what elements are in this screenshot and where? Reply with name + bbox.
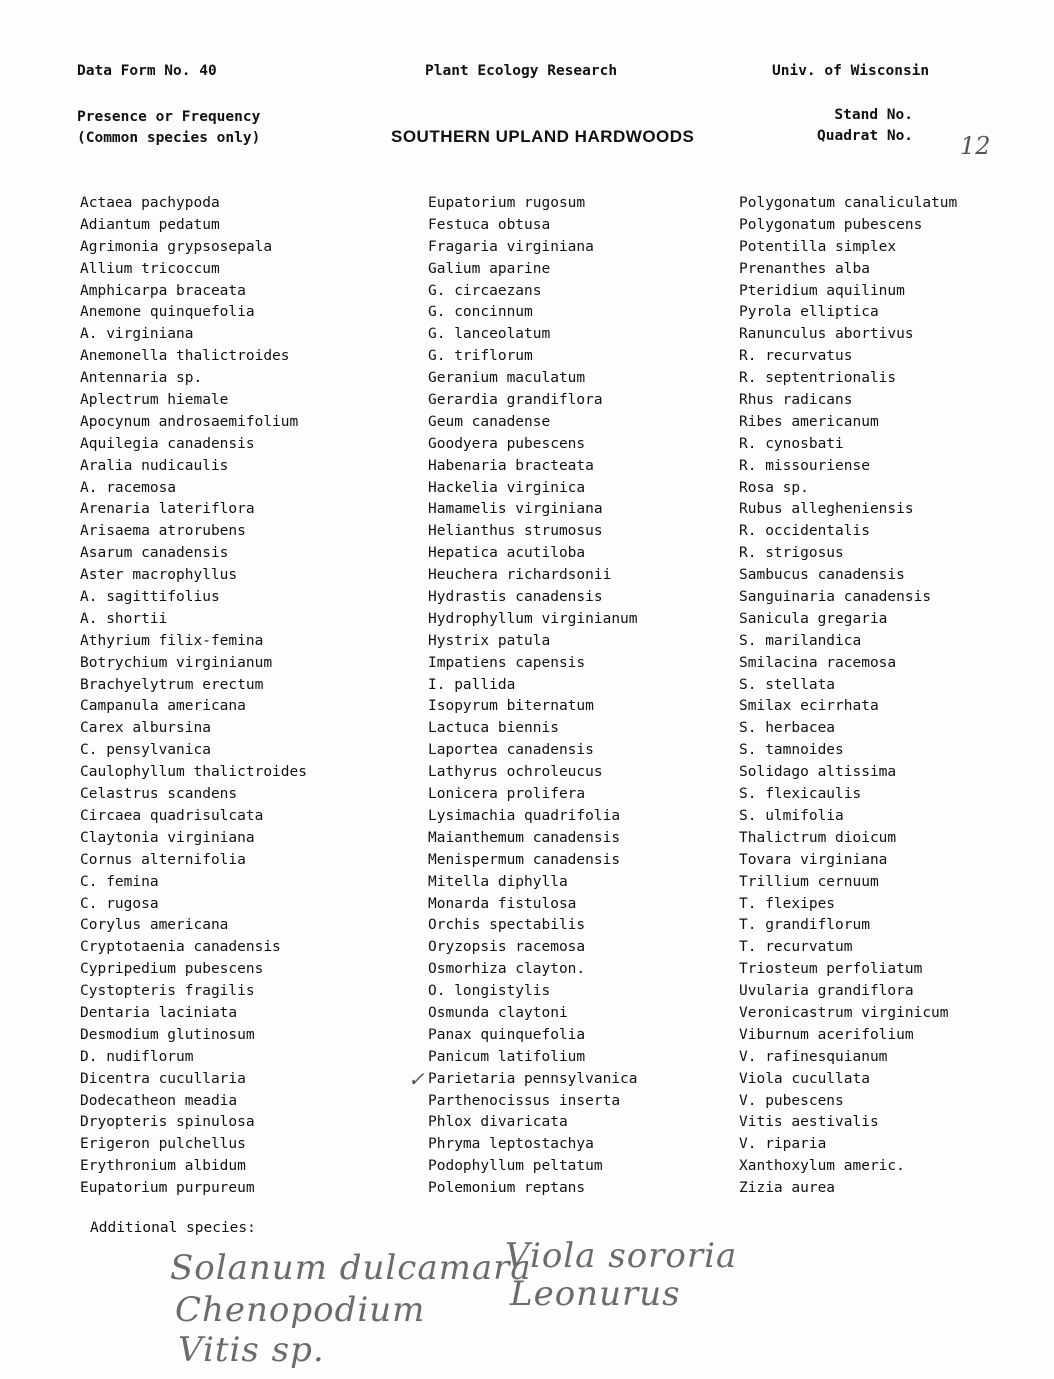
species-item: Antennaria sp. bbox=[80, 370, 203, 387]
species-item: Dentaria laciniata bbox=[80, 1004, 238, 1021]
handwritten-species: Viola sororia bbox=[505, 1236, 738, 1276]
species-item: Solidago altissima bbox=[739, 764, 897, 781]
species-item: Phlox divaricata bbox=[428, 1114, 568, 1131]
presence-line-1: Presence or Frequency bbox=[77, 109, 261, 125]
species-item: Carex albursina bbox=[80, 720, 211, 737]
species-item: Rosa sp. bbox=[739, 479, 809, 496]
species-column-2 bbox=[428, 193, 638, 1200]
species-item: Aquilegia canadensis bbox=[80, 435, 255, 452]
species-item: G. triflorum bbox=[428, 348, 533, 365]
species-item: Sambucus canadensis bbox=[739, 567, 905, 584]
species-item: Festuca obtusa bbox=[428, 216, 551, 233]
species-item: Polygonatum canaliculatum bbox=[739, 195, 958, 211]
species-item: Athyrium filix-femina bbox=[80, 632, 264, 649]
species-item: Smilax ecirrhata bbox=[739, 698, 879, 715]
species-item: Cornus alternifolia bbox=[80, 851, 246, 868]
species-item: C. rugosa bbox=[80, 895, 159, 912]
species-item: Goodyera pubescens bbox=[428, 435, 586, 452]
species-item: Polygonatum pubescens bbox=[739, 216, 923, 233]
species-item: Dryopteris spinulosa bbox=[80, 1114, 255, 1131]
species-item: Arenaria lateriflora bbox=[80, 501, 255, 518]
species-item: Phryma leptostachya bbox=[428, 1136, 594, 1153]
species-item: Viburnum acerifolium bbox=[739, 1026, 914, 1043]
species-item: G. lanceolatum bbox=[428, 326, 551, 343]
handwritten-species: Vitis sp. bbox=[178, 1330, 325, 1370]
species-item: Pyrola elliptica bbox=[739, 304, 879, 321]
species-item: Desmodium glutinosum bbox=[80, 1026, 255, 1043]
species-item: Potentilla simplex bbox=[739, 238, 897, 255]
species-item: R. occidentalis bbox=[739, 523, 870, 540]
species-item: Eupatorium purpureum bbox=[80, 1180, 255, 1197]
species-item: Campanula americana bbox=[80, 698, 246, 715]
species-item: Helianthus strumosus bbox=[428, 523, 603, 540]
species-item: C. pensylvanica bbox=[80, 742, 211, 759]
species-item: Osmorhiza clayton. bbox=[428, 961, 586, 978]
species-item: Anemonella thalictroides bbox=[80, 348, 290, 365]
species-item: Arisaema atrorubens bbox=[80, 523, 246, 540]
species-item: Caulophyllum thalictroides bbox=[80, 764, 307, 781]
species-item: I. pallida bbox=[428, 676, 516, 693]
species-item: Rubus allegheniensis bbox=[739, 501, 914, 518]
species-item: R. missouriense bbox=[739, 457, 870, 474]
species-item: Smilacina racemosa bbox=[739, 654, 897, 671]
species-item: Vitis aestivalis bbox=[739, 1114, 879, 1131]
species-item: Corylus americana bbox=[80, 917, 229, 934]
species-item: G. concinnum bbox=[428, 304, 533, 321]
species-item: Dodecatheon meadia bbox=[80, 1092, 238, 1109]
species-item: Osmunda claytoni bbox=[428, 1004, 568, 1021]
species-item: Lactuca biennis bbox=[428, 720, 559, 737]
species-item: Erigeron pulchellus bbox=[80, 1136, 246, 1153]
species-item: S. herbacea bbox=[739, 720, 836, 737]
species-item: Cystopteris fragilis bbox=[80, 983, 255, 1000]
species-item: Ribes americanum bbox=[739, 413, 879, 430]
species-item: O. longistylis bbox=[428, 983, 551, 1000]
species-item: Parietaria pennsylvanica bbox=[428, 1070, 638, 1087]
species-item: V. pubescens bbox=[739, 1092, 844, 1109]
university: Univ. of Wisconsin bbox=[772, 63, 930, 79]
species-item: Trillium cernuum bbox=[739, 873, 879, 890]
species-item: Thalictrum dioicum bbox=[739, 829, 897, 846]
species-item: D. nudiflorum bbox=[80, 1048, 194, 1065]
species-item: Podophyllum peltatum bbox=[428, 1158, 603, 1175]
species-item: Uvularia grandiflora bbox=[739, 983, 914, 1000]
species-item: Xanthoxylum americ. bbox=[739, 1158, 905, 1175]
species-item: Heuchera richardsonii bbox=[428, 567, 612, 584]
species-item: R. septentrionalis bbox=[739, 370, 897, 387]
species-item: A. sagittifolius bbox=[80, 589, 220, 606]
species-item: Habenaria bracteata bbox=[428, 457, 594, 474]
species-item: Asarum canadensis bbox=[80, 545, 229, 562]
species-item: Hystrix patula bbox=[428, 632, 551, 649]
species-item: T. recurvatum bbox=[739, 939, 853, 956]
stand-label: Stand No. bbox=[834, 107, 913, 123]
species-item: Panax quinquefolia bbox=[428, 1026, 586, 1043]
species-item: Viola cucullata bbox=[739, 1070, 870, 1087]
species-item: Cypripedium pubescens bbox=[80, 961, 264, 978]
species-item: Actaea pachypoda bbox=[80, 195, 220, 211]
species-item: Anemone quinquefolia bbox=[80, 304, 255, 321]
species-item: V. rafinesquianum bbox=[739, 1048, 888, 1065]
presence-heading bbox=[77, 107, 260, 149]
handwritten-species: Chenopodium bbox=[175, 1290, 426, 1330]
species-item: Laportea canadensis bbox=[428, 742, 594, 759]
species-item: Veronicastrum virginicum bbox=[739, 1004, 949, 1021]
species-item: Lonicera prolifera bbox=[428, 786, 586, 803]
species-item: Aster macrophyllus bbox=[80, 567, 238, 584]
species-item: G. circaezans bbox=[428, 282, 542, 299]
species-item: Orchis spectabilis bbox=[428, 917, 586, 934]
species-item: Galium aparine bbox=[428, 260, 551, 277]
species-item: S. marilandica bbox=[739, 632, 862, 649]
species-item: Cryptotaenia canadensis bbox=[80, 939, 281, 956]
species-item: Sanguinaria canadensis bbox=[739, 589, 932, 606]
species-item: S. stellata bbox=[739, 676, 836, 693]
species-item: Allium tricoccum bbox=[80, 260, 220, 277]
species-item: Isopyrum biternatum bbox=[428, 698, 594, 715]
species-item: C. femina bbox=[80, 873, 159, 890]
species-item: Menispermum canadensis bbox=[428, 851, 621, 868]
species-item: Hackelia virginica bbox=[428, 479, 586, 496]
handwritten-species: Leonurus bbox=[510, 1274, 681, 1314]
species-item: A. virginiana bbox=[80, 326, 194, 343]
species-item: Polemonium reptans bbox=[428, 1180, 586, 1197]
species-item: Claytonia virginiana bbox=[80, 829, 255, 846]
species-item: A. racemosa bbox=[80, 479, 177, 496]
species-item: S. flexicaulis bbox=[739, 786, 862, 803]
species-column-1 bbox=[80, 193, 307, 1200]
species-item: A. shortii bbox=[80, 610, 168, 627]
species-item: T. grandiflorum bbox=[739, 917, 870, 934]
species-item: V. riparia bbox=[739, 1136, 827, 1153]
quadrat-label: Quadrat No. bbox=[817, 128, 914, 144]
species-item: Zizia aurea bbox=[739, 1180, 836, 1197]
species-item: Brachyelytrum erectum bbox=[80, 676, 264, 693]
species-item: R. cynosbati bbox=[739, 435, 844, 452]
species-item: Botrychium virginianum bbox=[80, 654, 273, 671]
species-item: Monarda fistulosa bbox=[428, 895, 577, 912]
species-item: Hepatica acutiloba bbox=[428, 545, 586, 562]
handwritten-species: Solanum dulcamara bbox=[170, 1248, 532, 1288]
species-item: Hydrastis canadensis bbox=[428, 589, 603, 606]
species-item: Gerardia grandiflora bbox=[428, 392, 603, 409]
species-item: R. strigosus bbox=[739, 545, 844, 562]
species-item: Circaea quadrisulcata bbox=[80, 807, 264, 824]
species-item: Celastrus scandens bbox=[80, 786, 238, 803]
species-item: Sanicula gregaria bbox=[739, 610, 888, 627]
species-item: Impatiens capensis bbox=[428, 654, 586, 671]
species-item: Amphicarpa braceata bbox=[80, 282, 246, 299]
page-title: SOUTHERN UPLAND HARDWOODS bbox=[391, 127, 695, 146]
species-item: Lathyrus ochroleucus bbox=[428, 764, 603, 781]
species-item: Triosteum perfoliatum bbox=[739, 961, 923, 978]
species-item: Fragaria virginiana bbox=[428, 238, 594, 255]
species-item: Lysimachia quadrifolia bbox=[428, 807, 621, 824]
species-item: Geum canadense bbox=[428, 413, 551, 430]
species-item: Adiantum pedatum bbox=[80, 216, 220, 233]
species-column-3 bbox=[739, 193, 957, 1200]
species-item: Apocynum androsaemifolium bbox=[80, 413, 299, 430]
species-item: Prenanthes alba bbox=[739, 260, 870, 277]
presence-line-2: (Common species only) bbox=[77, 130, 261, 146]
additional-species-label: Additional species: bbox=[90, 1220, 256, 1236]
species-item: Hamamelis virginiana bbox=[428, 501, 603, 518]
species-item: Pteridium aquilinum bbox=[739, 282, 905, 299]
species-item: Aralia nudicaulis bbox=[80, 457, 229, 474]
species-item: Geranium maculatum bbox=[428, 370, 586, 387]
species-item: Ranunculus abortivus bbox=[739, 326, 914, 343]
check-mark-icon: ✓ bbox=[408, 1067, 425, 1091]
species-item: S. tamnoides bbox=[739, 742, 844, 759]
species-item: Tovara virginiana bbox=[739, 851, 888, 868]
species-item: Oryzopsis racemosa bbox=[428, 939, 586, 956]
species-item: Eupatorium rugosum bbox=[428, 195, 586, 211]
stand-quadrat-labels bbox=[817, 105, 913, 147]
species-item: Aplectrum hiemale bbox=[80, 392, 229, 409]
species-item: Parthenocissus inserta bbox=[428, 1092, 621, 1109]
species-item: Mitella diphylla bbox=[428, 873, 568, 890]
species-item: Maianthemum canadensis bbox=[428, 829, 621, 846]
form-number: Data Form No. 40 bbox=[77, 63, 217, 79]
species-item: Erythronium albidum bbox=[80, 1158, 246, 1175]
species-item: Panicum latifolium bbox=[428, 1048, 586, 1065]
species-item: Hydrophyllum virginianum bbox=[428, 610, 638, 627]
organization: Plant Ecology Research bbox=[425, 63, 618, 79]
species-item: Dicentra cucullaria bbox=[80, 1070, 246, 1087]
species-item: Rhus radicans bbox=[739, 392, 853, 409]
species-item: T. flexipes bbox=[739, 895, 836, 912]
quadrat-handwritten-value: 12 bbox=[960, 132, 991, 160]
species-item: S. ulmifolia bbox=[739, 807, 844, 824]
species-item: Agrimonia grypsosepala bbox=[80, 238, 273, 255]
species-item: R. recurvatus bbox=[739, 348, 853, 365]
